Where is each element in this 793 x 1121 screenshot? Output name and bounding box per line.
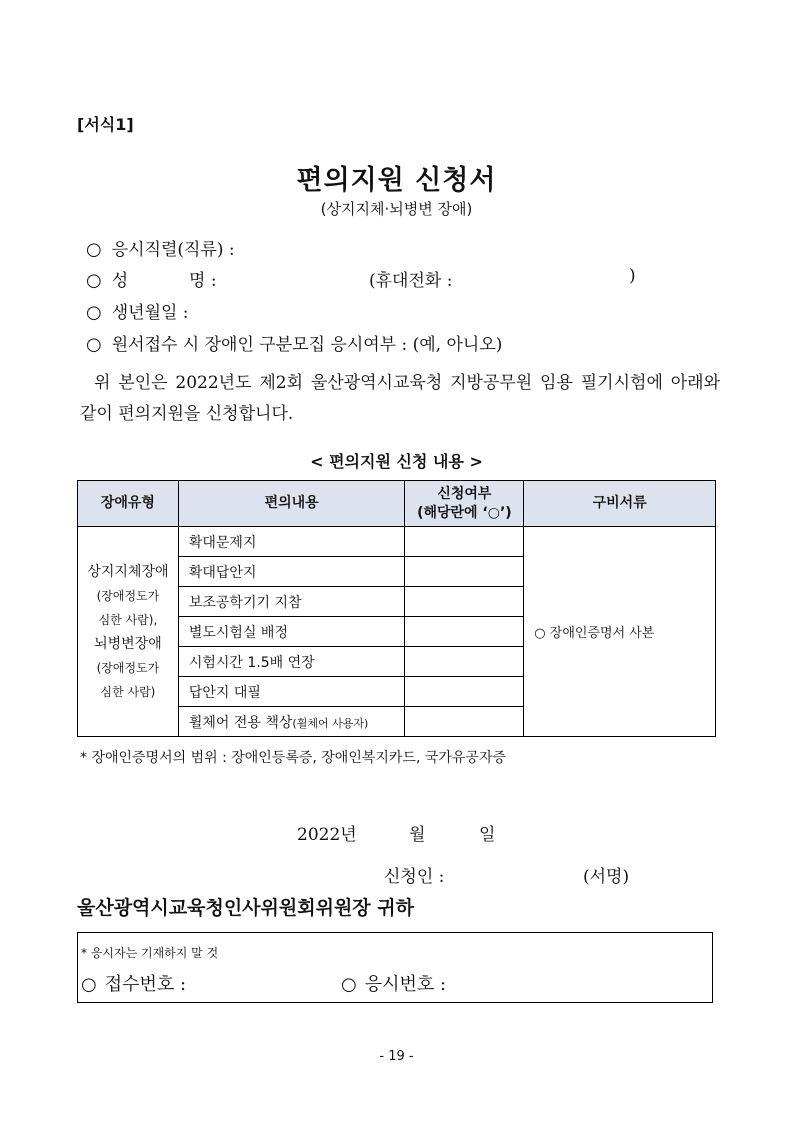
circle-bullet-icon: ○ bbox=[341, 974, 357, 995]
apply-checkbox-cell[interactable] bbox=[405, 677, 524, 707]
apply-checkbox-cell[interactable] bbox=[405, 557, 524, 587]
document-title: 편의지원 신청서 bbox=[296, 165, 497, 196]
field-birth bbox=[86, 298, 189, 323]
header-apply-line1: 신청여부 bbox=[437, 485, 492, 502]
header-docs: 구비서류 bbox=[524, 481, 716, 527]
signature-label: (서명) bbox=[583, 867, 630, 887]
exam-number-field bbox=[341, 970, 446, 996]
docs-cell: ○ 장애인증명서 사본 bbox=[524, 527, 716, 737]
field-position-label: 응시직렬(직류) : bbox=[111, 240, 235, 260]
circle-bullet-icon: ○ bbox=[86, 334, 102, 355]
apply-checkbox-cell[interactable] bbox=[405, 647, 524, 677]
request-table bbox=[77, 480, 716, 737]
office-use-note: * 응시자는 기재하지 말 것 bbox=[81, 946, 219, 960]
header-type: 장애유형 bbox=[78, 481, 179, 527]
date-year: 2022년 bbox=[297, 825, 357, 845]
receipt-number-field bbox=[81, 970, 186, 996]
date-day: 일 bbox=[479, 825, 496, 845]
field-name-phone bbox=[86, 266, 646, 292]
item-cell: 별도시험실 배정 bbox=[178, 617, 405, 647]
item-cell: 시험시간 1.5배 연장 bbox=[178, 647, 405, 677]
item-cell bbox=[178, 707, 405, 737]
apply-checkbox-cell[interactable] bbox=[405, 527, 524, 557]
item-cell: 답안지 대필 bbox=[178, 677, 405, 707]
field-name-label-second: 명 : bbox=[189, 271, 217, 291]
apply-checkbox-cell[interactable] bbox=[405, 587, 524, 617]
type-line: 심한 사람), bbox=[98, 612, 158, 627]
form-label: [서식1] bbox=[77, 115, 134, 134]
item-cell: 확대답안지 bbox=[178, 557, 405, 587]
field-birth-label: 생년월일 : bbox=[111, 303, 189, 323]
field-phone-label: (휴대전화 : bbox=[369, 271, 453, 291]
page-number: - 19 - bbox=[379, 1049, 414, 1064]
addressee: 울산광역시교육청인사위원회위원장 귀하 bbox=[77, 897, 414, 919]
disability-type-cell bbox=[78, 527, 179, 737]
type-line: (장애정도가 bbox=[96, 588, 160, 603]
document-subtitle: (상지지체·뇌병변 장애) bbox=[320, 200, 473, 218]
field-disability-quota-label: 원서접수 시 장애인 구분모집 응시여부 : (예, 아니오) bbox=[111, 335, 503, 355]
field-disability-quota bbox=[86, 330, 502, 355]
item-note: (휠체어 사용자) bbox=[292, 716, 369, 730]
footnote: * 장애인증명서의 범위 : 장애인등록증, 장애인복지카드, 국가유공자증 bbox=[80, 750, 506, 766]
type-line: 상지지체장애 bbox=[87, 563, 169, 580]
field-name-label-first: 성 bbox=[111, 271, 129, 291]
date-month: 월 bbox=[409, 825, 426, 845]
circle-bullet-icon: ○ bbox=[81, 974, 97, 995]
table-title: < 편의지원 신청 내용 > bbox=[310, 452, 483, 471]
body-paragraph: 위 본인은 2022년도 제2회 울산광역시교육청 지방공무원 임용 필기시험에 아래와 같이 편의지원을 신청합니다. bbox=[80, 373, 720, 424]
item-cell: 보조공학기기 지참 bbox=[178, 587, 405, 617]
table-header-row bbox=[78, 481, 716, 527]
office-use-box bbox=[77, 932, 713, 1003]
type-line: 심한 사람) bbox=[100, 684, 156, 699]
type-line: (장애정도가 bbox=[96, 660, 160, 675]
apply-checkbox-cell[interactable] bbox=[405, 707, 524, 737]
circle-bullet-icon: ○ bbox=[86, 302, 102, 323]
header-content: 편의내용 bbox=[178, 481, 405, 527]
field-position bbox=[86, 235, 235, 260]
exam-number-label: 응시번호 : bbox=[364, 974, 447, 995]
field-phone-close: ) bbox=[629, 266, 636, 286]
applicant-label: 신청인 : bbox=[384, 867, 445, 887]
apply-checkbox-cell[interactable] bbox=[405, 617, 524, 647]
type-line: 뇌병변장애 bbox=[94, 635, 162, 652]
table-row bbox=[78, 527, 716, 557]
circle-bullet-icon: ○ bbox=[86, 239, 102, 260]
receipt-number-label: 접수번호 : bbox=[104, 974, 187, 995]
item-cell: 확대문제지 bbox=[178, 527, 405, 557]
header-apply-line2: (해당란에 ‘○’) bbox=[417, 504, 512, 521]
header-apply bbox=[405, 481, 524, 527]
item-label: 휠체어 전용 책상 bbox=[188, 714, 293, 731]
circle-bullet-icon: ○ bbox=[86, 270, 102, 291]
